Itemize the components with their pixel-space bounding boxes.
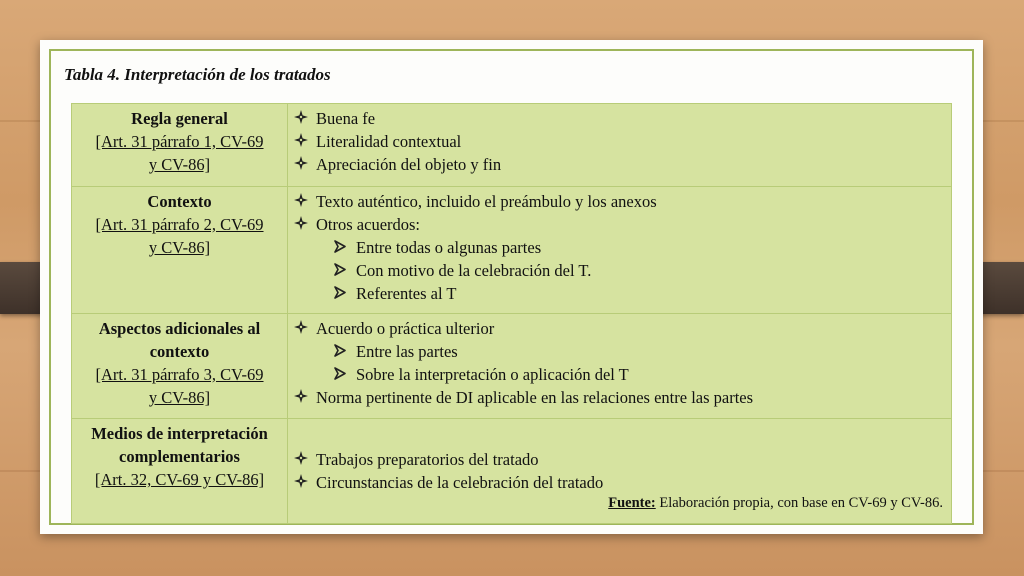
list-item <box>294 448 945 471</box>
list-item <box>294 282 945 305</box>
diamond-bullet-icon <box>294 386 316 409</box>
list-item-text: Trabajos preparatorios del tratado <box>316 450 539 469</box>
list-item <box>294 213 945 236</box>
content-cell <box>288 314 952 419</box>
list-item <box>294 190 945 213</box>
list-item-text: Norma pertinente de DI aplicable en las relaciones entre las partes <box>316 388 754 407</box>
slide-card <box>40 40 983 534</box>
rule-title: Medios de interpretación complementarios <box>91 424 268 466</box>
list-item-text: Referentes al T <box>356 284 457 303</box>
diamond-bullet-icon <box>294 190 316 213</box>
table-row <box>72 187 952 314</box>
rule-cell <box>72 419 288 524</box>
arrowhead-bullet-icon <box>334 340 356 363</box>
list-item <box>294 236 945 259</box>
rule-title: Regla general <box>131 109 228 128</box>
interpretation-table <box>71 103 952 524</box>
diamond-bullet-icon <box>294 107 316 130</box>
article-reference: [Art. 32, CV-69 y CV-86] <box>94 470 265 489</box>
diamond-bullet-icon <box>294 471 316 494</box>
list-item-text: Otros acuerdos: <box>316 215 421 234</box>
list-item <box>294 130 945 153</box>
article-reference: [Art. 31 párrafo 2, CV-69 <box>95 215 264 234</box>
article-reference: y CV-86] <box>148 155 211 174</box>
rule-title: Aspectos adicionales al contexto <box>98 319 261 361</box>
diamond-bullet-icon <box>294 317 316 340</box>
list-item-text: Apreciación del objeto y fin <box>316 155 502 174</box>
arrowhead-bullet-icon <box>334 282 356 305</box>
list-item-text: Entre las partes <box>356 342 458 361</box>
rule-title: Contexto <box>147 192 212 211</box>
rule-cell <box>72 104 288 187</box>
article-reference: [Art. 31 párrafo 3, CV-69 <box>95 365 264 384</box>
source-text: Elaboración propia, con base en CV-69 y CV-86. <box>655 495 943 511</box>
table-row <box>72 104 952 187</box>
list-item <box>294 340 945 363</box>
list-item-text: Literalidad contextual <box>316 132 462 151</box>
table-title: Tabla 4. Interpretación de los tratados <box>64 65 331 84</box>
diamond-bullet-icon <box>294 213 316 236</box>
list-item-text: Buena fe <box>316 109 376 128</box>
rule-cell <box>72 187 288 314</box>
arrowhead-bullet-icon <box>334 236 356 259</box>
diamond-bullet-icon <box>294 130 316 153</box>
list-item <box>294 259 945 282</box>
list-item-text: Acuerdo o práctica ulterior <box>316 319 495 338</box>
list-item-text: Sobre la interpretación o aplicación del T <box>356 365 629 384</box>
content-cell <box>288 187 952 314</box>
list-item <box>294 471 945 494</box>
source-label: Fuente: <box>608 495 656 511</box>
article-reference: y CV-86] <box>148 238 211 257</box>
rule-cell <box>72 314 288 419</box>
list-item-text: Entre todas o algunas partes <box>356 238 542 257</box>
source-note <box>608 495 943 512</box>
list-item-text: Circunstancias de la celebración del tratado <box>316 473 604 492</box>
list-item <box>294 363 945 386</box>
table-row <box>72 314 952 419</box>
list-item-text: Texto auténtico, incluido el preámbulo y los anexos <box>316 192 657 211</box>
article-reference: [Art. 31 párrafo 1, CV-69 <box>95 132 264 151</box>
list-item-text: Con motivo de la celebración del T. <box>356 261 592 280</box>
diamond-bullet-icon <box>294 153 316 176</box>
article-reference: y CV-86] <box>148 388 211 407</box>
list-item <box>294 386 945 409</box>
list-item <box>294 317 945 340</box>
arrowhead-bullet-icon <box>334 259 356 282</box>
list-item <box>294 153 945 176</box>
content-cell <box>288 104 952 187</box>
arrowhead-bullet-icon <box>334 363 356 386</box>
list-item <box>294 107 945 130</box>
diamond-bullet-icon <box>294 448 316 471</box>
